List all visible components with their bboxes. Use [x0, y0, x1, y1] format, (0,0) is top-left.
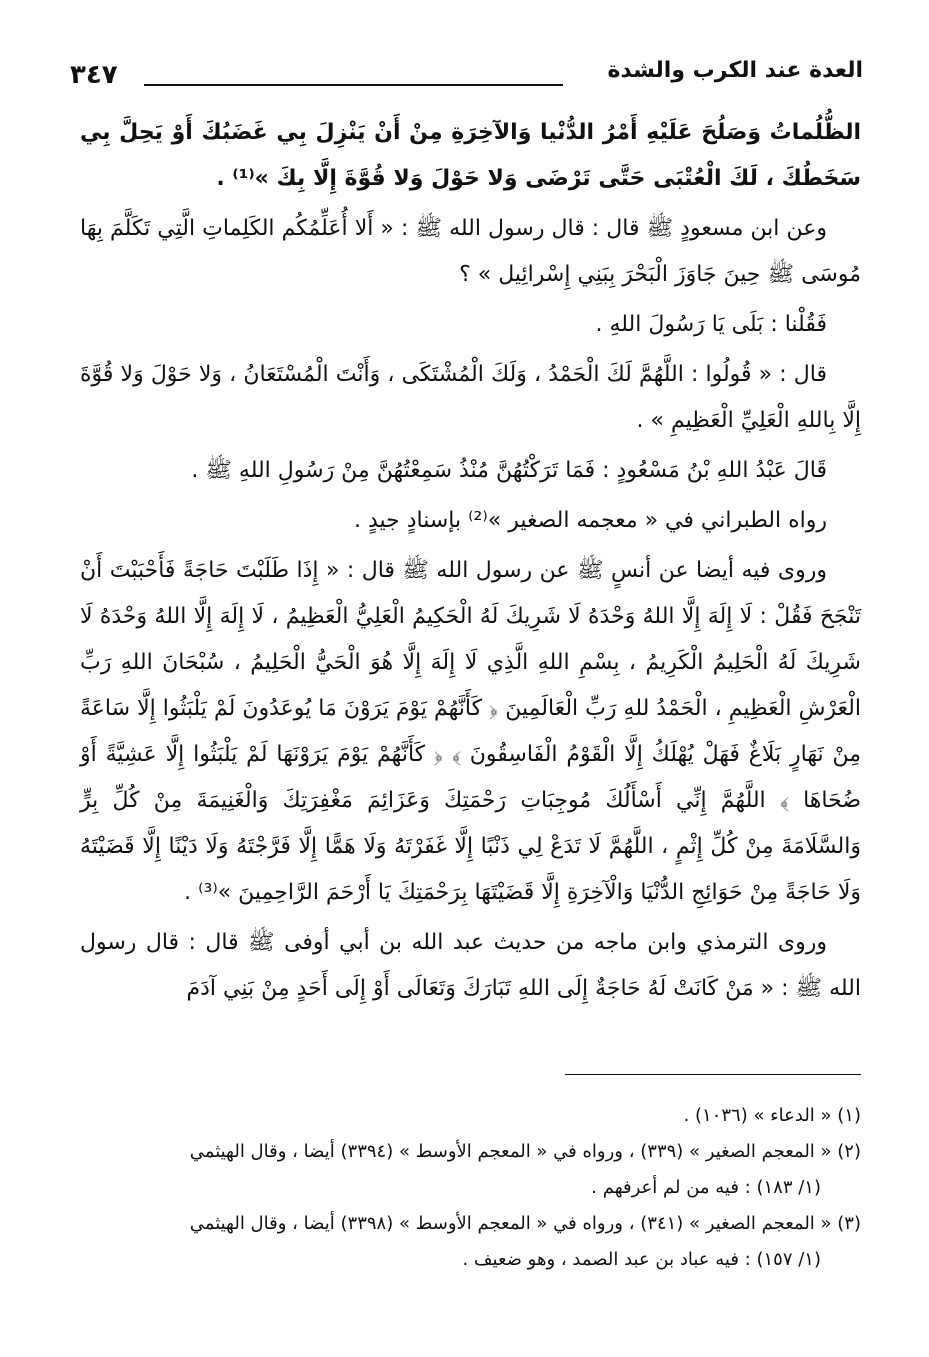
paragraph: وعن ابن مسعودٍ ﷺ قال : قال رسول الله ﷺ : « أَلا أُعَلِّمُكُم الكَلِماتِ الَّتِي تَكَلَّمَ بِهَا مُوسَى ﷺ حِينَ جَاوَزَ الْبَحْرَ بِبَنِي إِسْرائِيل » ؟ — [80, 216, 861, 287]
footnote-1: (١) « الدعاء » (١٠٣٦) . — [683, 1105, 861, 1126]
header-rule — [144, 84, 563, 86]
footnote-3: (٣) « المعجم الصغير » (٣٤١) ، ورواه في « المعجم الأوسط » (٣٣٩٨) أيضا ، وقال الهيثمي — [189, 1213, 861, 1234]
paragraph: رواه الطبراني في « معجمه الصغير »⁽²⁾ بإسنادٍ جيدٍ . — [353, 508, 827, 533]
main-text — [80, 110, 861, 1016]
footnote-3-continuation: (١/ ١٥٧) : فيه عباد بن عبد الصمد ، وهو ضعيف . — [462, 1249, 821, 1270]
footnote-2-continuation: (١/ ١٨٣) : فيه من لم أعرفهم . — [591, 1177, 821, 1198]
running-title: العدة عند الكرب والشدة — [607, 58, 863, 83]
paragraph: فَقُلْنا : بَلَى يَا رَسُولَ اللهِ . — [595, 312, 827, 337]
paragraph: قال : « قُولُوا : اللَّهُمَّ لَكَ الْحَمْدُ ، وَلَكَ الْمُشْتَكَى ، وَأَنْتَ الْمُسْتَعَانُ ، وَلا حَوْلَ وَلا قُوَّةَ إِلَّا بِاللهِ الْعَلِيِّ الْعَظِيمِ » . — [80, 362, 861, 433]
paragraph: قَالَ عَبْدُ اللهِ بْنُ مَسْعُودٍ : فَمَا تَرَكْتُهُنَّ مُنْذُ سَمِعْتُهُنَّ مِنْ رَسُولِ اللهِ ﷺ . — [191, 458, 827, 483]
footnotes — [80, 1098, 861, 1278]
paragraph: الظُّلُماتُ وَصَلُحَ عَلَيْهِ أَمْرُ الدُّنْيا وَالآخِرَةِ مِنْ أَنْ يَنْزِلَ بِي غَضَبُكَ أَوْ يَحِلَّ بِي سَخَطُكَ ، لَكَ الْعُتْبَى حَتَّى تَرْضَى وَلا حَوْلَ وَلا قُوَّةَ إِلَّا بِكَ »⁽¹⁾ . — [80, 120, 861, 191]
paragraph: وروى الترمذي وابن ماجه من حديث عبد الله بن أبي أوفى ﷺ قال : قال رسول الله ﷺ : « مَنْ كَانَتْ لَهُ حَاجَةٌ إِلَى اللهِ تَبَارَكَ وَتَعَالَى أَوْ إِلَى أَحَدٍ مِنْ بَنِي آدَمَ — [80, 930, 861, 1001]
footnote-2: (٢) « المعجم الصغير » (٣٣٩) ، ورواه في « المعجم الأوسط » (٣٣٩٤) أيضا ، وقال الهيثمي — [189, 1141, 861, 1162]
footnote-separator — [565, 1074, 861, 1075]
page-number: ٣٤٧ — [70, 60, 118, 90]
page-header — [70, 56, 863, 100]
paragraph: وروى فيه أيضا عن أنسٍ ﷺ عن رسول الله ﷺ قال : « إِذَا طَلَبْتَ حَاجَةً فَأَحْبَبْتَ أَنْ تَنْجَحَ فَقُلْ : لَا إِلَهَ إِلَّا اللهُ وَحْدَهُ لَا شَرِيكَ لَهُ الْحَكِيمُ الْعَلِيُّ الْعَظِيمُ ، لَا إِلَهَ إِلَّا اللهُ وَحْدَهُ لَا شَرِيكَ لَهُ الْحَلِيمُ الْكَرِيمُ ، بِسْمِ اللهِ الَّذِي لَا إِلَهَ إِلَّا هُوَ الْحَيُّ الْحَلِيمُ ، سُبْحَانَ اللهِ رَبِّ الْعَرْشِ الْعَظِيمِ ، الْحَمْدُ للهِ رَبِّ الْعَالَمِينَ ﴿ كَأَنَّهُمْ يَوْمَ يَرَوْنَ مَا يُوعَدُونَ لَمْ يَلْبَثُوا إِلَّا سَاعَةً مِنْ نَهَارٍ بَلَاغٌ فَهَلْ يُهْلَكُ إِلَّا الْقَوْمُ الْفَاسِقُونَ ﴾ ﴿ كَأَنَّهُمْ يَوْمَ يَرَوْنَهَا لَمْ يَلْبَثُوا إِلَّا عَشِيَّةً أَوْ ضُحَاهَا ﴾ اللَّهُمَّ إِنِّي أَسْأَلُكَ مُوجِبَاتِ رَحْمَتِكَ وَعَزَائِمَ مَغْفِرَتِكَ وَالْغَنِيمَةَ مِنْ كُلِّ بِرٍّ وَالسَّلَامَةَ مِنْ كُلِّ إِثْمٍ ، اللَّهُمَّ لَا تَدَعْ لِي ذَنْبًا إِلَّا غَفَرْتَهُ وَلَا هَمًّا إِلَّا فَرَّجْتَهُ وَلَا دَيْنًا إِلَّا قَضَيْتَهُ وَلَا حَاجَةً مِنْ حَوَائِجِ الدُّنْيَا وَالْآخِرَةِ إِلَّا قَضَيْتَهَا بِرَحْمَتِكَ يَا أَرْحَمَ الرَّاحِمِينَ »⁽³⁾ . — [80, 558, 861, 905]
